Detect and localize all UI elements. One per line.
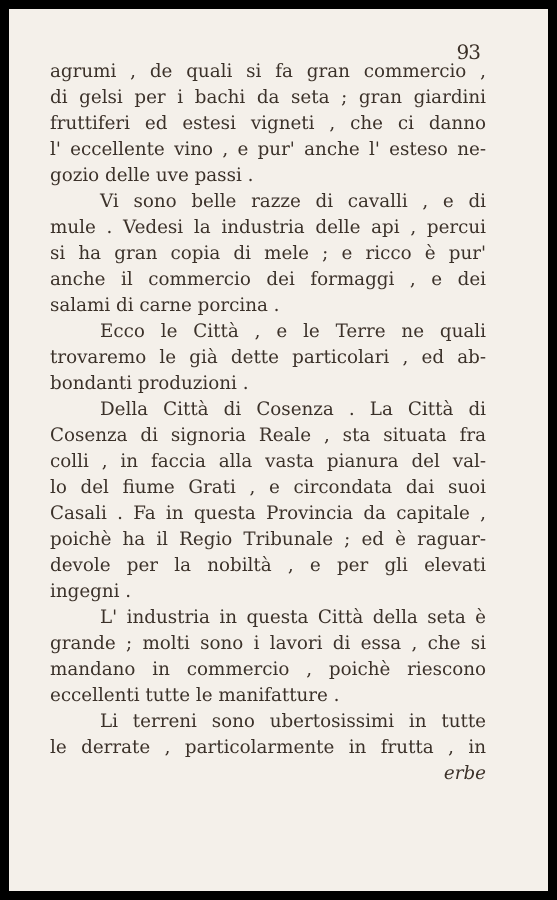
text-line: Vi sono belle razze di cavalli , e di [100,191,486,212]
text-line: si ha gran copia di mele ; e ricco è pur' [50,243,486,264]
text-line: lo del fiume Grati , e circondata dai suoi [50,477,486,498]
text-line: L' industria in questa Città della seta è [100,607,486,628]
text-line: grande ; molti sono i lavori di essa , che si [50,633,486,654]
text-line: l' eccellente vino , e pur' anche l' esteso ne- [50,139,486,160]
text-line: Li terreni sono ubertosissimi in tutte [100,711,486,732]
text-line: anche il commercio dei formaggi , e dei [50,269,486,290]
text-line: poichè ha il Regio Tribunale ; ed è raguar- [50,529,486,550]
text-line: bondanti produzioni . [50,373,249,394]
page-number: 93 [456,40,480,64]
text-line: eccellenti tutte le manifatture . [50,685,340,706]
text-line: colli , in faccia alla vasta pianura del val- [50,451,486,472]
text-line: agrumi , de quali si fa gran commercio , [50,61,486,82]
text-line: ingegni . [50,581,132,602]
book-page [9,9,548,891]
text-line: Cosenza di signoria Reale , sta situata fra [50,425,486,446]
text-line: fruttiferi ed estesi vigneti , che ci danno [50,113,486,134]
text-line: gozio delle uve passi . [50,165,254,186]
text-line: le derrate , particolarmente in frutta , in [50,737,486,758]
text-line: Casali . Fa in questa Provincia da capitale , [50,503,486,524]
text-line: salami di carne porcina . [50,295,280,316]
text-line: devole per la nobiltà , e per gli elevati [50,555,486,576]
text-line: Della Città di Cosenza . La Città di [100,399,486,420]
body-text [50,59,486,787]
text-line: di gelsi per i bachi da seta ; gran giardini [50,87,486,108]
catchword: erbe [443,763,486,784]
text-line: mandano in commercio , poichè riescono [50,659,486,680]
text-line: trovaremo le già dette particolari , ed ab- [50,347,486,368]
text-line: Ecco le Città , e le Terre ne quali [100,321,486,342]
text-line: mule . Vedesi la industria delle api , percui [50,217,486,238]
